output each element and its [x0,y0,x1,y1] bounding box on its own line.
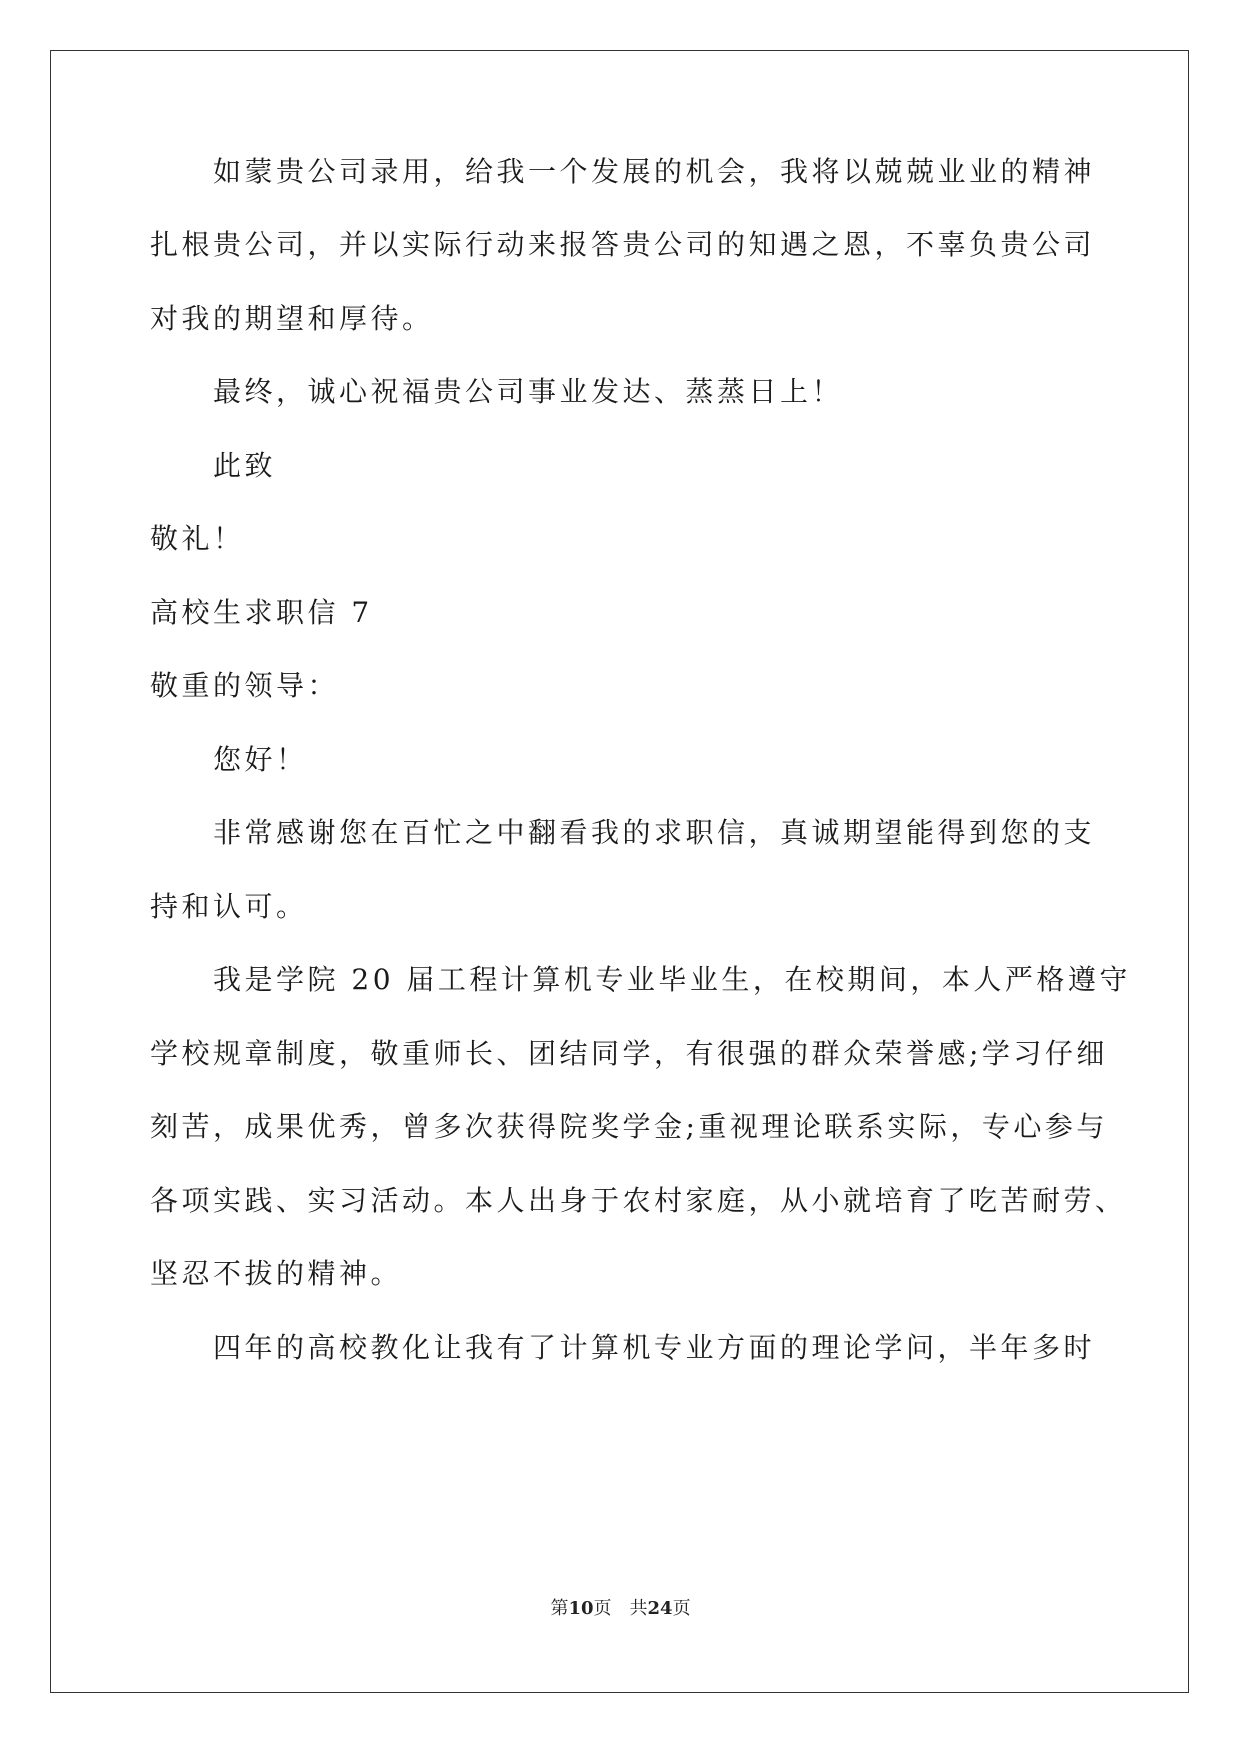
closing-regards: 敬礼！ [150,522,245,555]
total-page-count: 24 [647,1598,673,1619]
paragraph-line: 最终，诚心祝福贵公司事业发达、蒸蒸日上！ [213,375,844,408]
paragraph-line: 扎根贵公司，并以实际行动来报答贵公司的知遇之恩，不辜负贵公司 [150,228,1096,261]
paragraph-line: 我是学院 20 届工程计算机专业毕业生，在校期间，本人严格遵守 [213,963,1131,996]
paragraph-line: 持和认可。 [150,890,308,923]
letter-greeting: 您好！ [213,743,308,776]
paragraph-line: 四年的高校教化让我有了计算机专业方面的理论学问，半年多时 [213,1331,1096,1364]
closing-salutation: 此致 [213,449,277,482]
footer-prefix: 第 [550,1598,569,1619]
paragraph-line: 非常感谢您在百忙之中翻看我的求职信，真诚期望能得到您的支 [213,816,1096,849]
page-border [50,50,1189,1693]
current-page-number: 10 [568,1598,594,1619]
paragraph-line: 学校规章制度，敬重师长、团结同学，有很强的群众荣誉感;学习仔细 [150,1037,1108,1070]
section-heading: 高校生求职信 7 [150,596,373,629]
footer-suffix: 页 [672,1598,691,1619]
paragraph-line: 如蒙贵公司录用，给我一个发展的机会，我将以兢兢业业的精神 [213,155,1096,188]
paragraph-line: 各项实践、实习活动。本人出身于农村家庭，从小就培育了吃苦耐劳、 [150,1184,1127,1217]
paragraph-line: 刻苦，成果优秀，曾多次获得院奖学金;重视理论联系实际，专心参与 [150,1110,1108,1143]
page-footer [0,1597,1241,1621]
letter-addressee: 敬重的领导： [150,669,340,702]
paragraph-line: 坚忍不拔的精神。 [150,1257,403,1290]
paragraph-line: 对我的期望和厚待。 [150,302,434,335]
footer-middle: 页 共 [593,1598,648,1619]
